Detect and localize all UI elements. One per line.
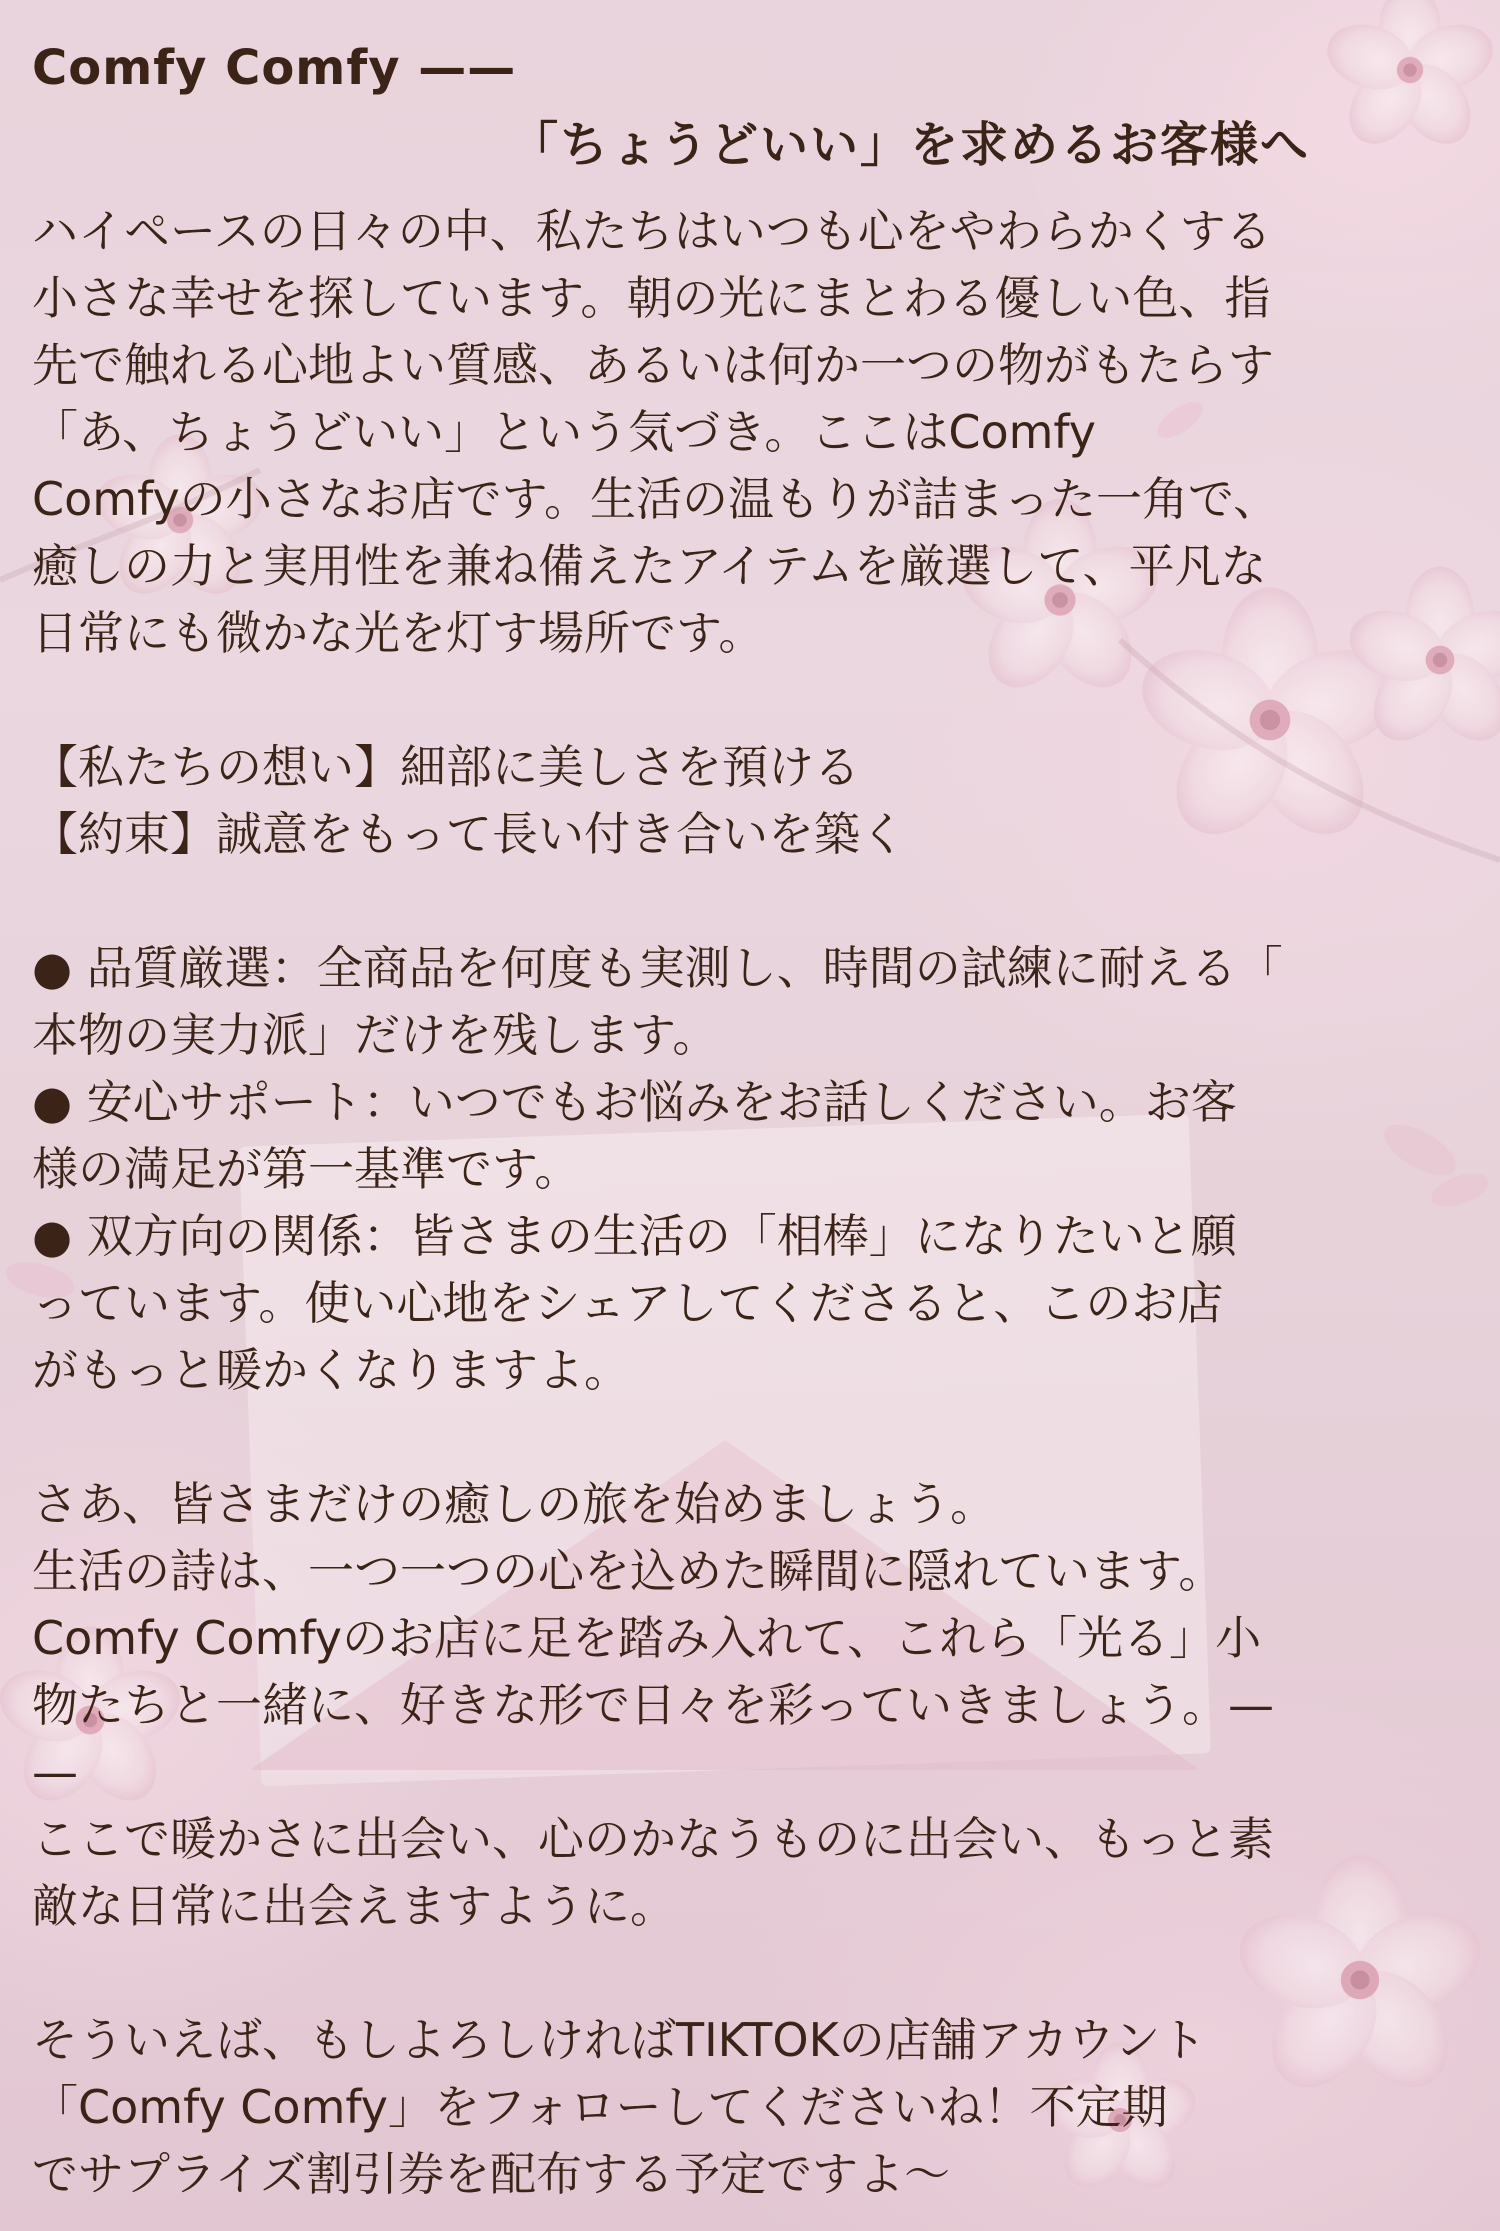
closing-line: — <box>32 1745 78 1799</box>
bullet-line: ● 品質厳選：全商品を何度も実測し、時間の試練に耐える「 <box>32 941 1283 995</box>
follow-line: でサプライズ割引券を配布する予定ですよ～ <box>32 2147 951 2201</box>
shop-subtitle: 「ちょうどいい」を求めるお客様へ <box>510 117 1311 173</box>
bullet-line: がもっと暖かくなりますよ。 <box>32 1343 630 1397</box>
spacer <box>32 868 1472 935</box>
closing-line: Comfy Comfyのお店に足を踏み入れて、これら「光る」小 <box>32 1611 1262 1665</box>
bullet-line: ● 双方向の関係：皆さまの生活の「相棒」になりたいと願 <box>32 1209 1237 1263</box>
message-body <box>32 198 1472 2208</box>
spacer <box>32 1404 1472 1471</box>
closing-line: 物たちと一緒に、好きな形で日々を彩っていきましょう。— <box>32 1678 1274 1732</box>
intro-line: Comfyの小さなお店です。生活の温もりが詰まった一角で、 <box>32 472 1280 526</box>
bullet-line: ● 安心サポート：いつでもお悩みをお話しください。お客 <box>32 1075 1237 1129</box>
intro-line: 日常にも微かな光を灯す場所です。 <box>32 606 765 660</box>
closing-line: 敵な日常に出会えますように。 <box>32 1879 676 1933</box>
value-line: 【私たちの想い】細部に美しさを預ける <box>32 740 860 794</box>
closing-line: さあ、皆さまだけの癒しの旅を始めましょう。 <box>32 1477 997 1531</box>
intro-line: 「あ、ちょうどいい」という気づき。ここはComfy <box>32 405 1097 459</box>
intro-line: 先で触れる心地よい質感、あるいは何か一つの物がもたらす <box>32 338 1274 392</box>
bullet-line: 本物の実力派」だけを残します。 <box>32 1008 719 1062</box>
closing-line: 生活の詩は、一つ一つの心を込めた瞬間に隠れています。 <box>32 1544 1225 1598</box>
follow-line: 「Comfy Comfy」をフォローしてくださいね！不定期 <box>32 2080 1168 2134</box>
intro-line: 癒しの力と実用性を兼ね備えたアイテムを厳選して、平凡な <box>32 539 1267 593</box>
value-line: 【約束】誠意をもって長い付き合いを築く <box>32 807 906 861</box>
spacer <box>32 1940 1472 2007</box>
intro-line: ハイペースの日々の中、私たちはいつも心をやわらかくする <box>32 204 1272 258</box>
intro-line: 小さな幸せを探しています。朝の光にまとわる優しい色、指 <box>32 271 1271 325</box>
follow-line: そういえば、もしよろしければTIKTOKの店舗アカウント <box>32 2013 1207 2067</box>
bullet-line: 様の満足が第一基準です。 <box>32 1142 581 1196</box>
spacer <box>32 667 1472 734</box>
closing-line: ここで暖かさに出会い、心のかなうものに出会い、もっと素 <box>32 1812 1274 1866</box>
shop-title: Comfy Comfy —— <box>32 40 517 96</box>
bullet-line: っています。使い心地をシェアしてくださると、このお店 <box>32 1276 1224 1330</box>
